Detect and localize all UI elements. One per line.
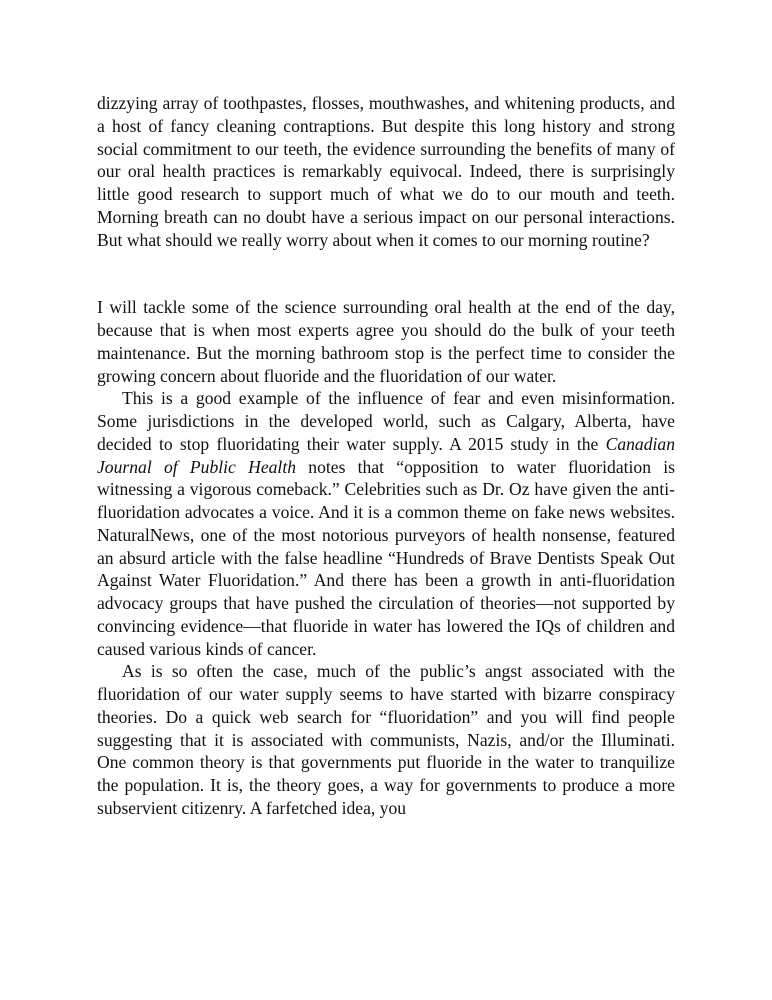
paragraph-text: dizzying array of toothpastes, flosses, mouthwashes, and whitening products, and a host of fancy cleaning contraptions. But despite this long history and strong social commitment to our teeth, the evidence surrounding the benefits of many of our oral health practices is remarkably equivocal. Indeed, there is surprisingly little good research to support much of what we do to our mouth and teeth. Morning breath can no doubt have a serious impact on our personal interactions. But what should we really worry about when it comes to our morning routine? [97,93,675,250]
section-break [97,251,675,296]
paragraph-text: This is a good example of the influence of fear and even misinformation. Some jurisdictions in the developed world, such as Calgary, Alberta, have decided to stop fluoridating their water supply. A 2015 study in the [97,388,675,454]
book-page [97,92,675,820]
paragraph-conspiracy-theories [97,660,675,819]
paragraph-oral-health-intro [97,92,675,251]
paragraph-text: I will tackle some of the science surrounding oral health at the end of the day, because that is when most experts agree you should do the bulk of your teeth maintenance. But the morning bathroom stop is the perfect time to consider the growing concern about fluoride and the fluoridation of our water. [97,297,675,386]
paragraph-fluoride-concern [97,296,675,387]
paragraph-misinformation [97,387,675,660]
journal-title: Canadian Journal of Public Health [97,433,675,477]
paragraph-text: notes that “opposition to water fluoridation is witnessing a vigorous comeback.” Celebrities such as Dr. Oz have given the anti-fluoridation advocates a voice. And it is a common theme on fake news websites. NaturalNews, one of the most notorious purveyors of health nonsense, featured an absurd article with the false headline “Hundreds of Brave Dentists Speak Out Against Water Fluoridation.” And there has been a growth in anti-fluoridation advocacy groups that have pushed the circulation of theories—not supported by convincing evidence—that fluoride in water has lowered the IQs of children and caused various kinds of cancer. [97,456,675,659]
paragraph-text: As is so often the case, much of the public’s angst associated with the fluoridation of our water supply seems to have started with bizarre conspiracy theories. Do a quick web search for “fluoridation” and you will find people suggesting that it is associated with communists, Nazis, and/or the Illuminati. One common theory is that governments put fluoride in the water to tranquilize the population. It is, the theory goes, a way for governments to produce a more subservient citizenry. A farfetched idea, you [97,661,675,818]
